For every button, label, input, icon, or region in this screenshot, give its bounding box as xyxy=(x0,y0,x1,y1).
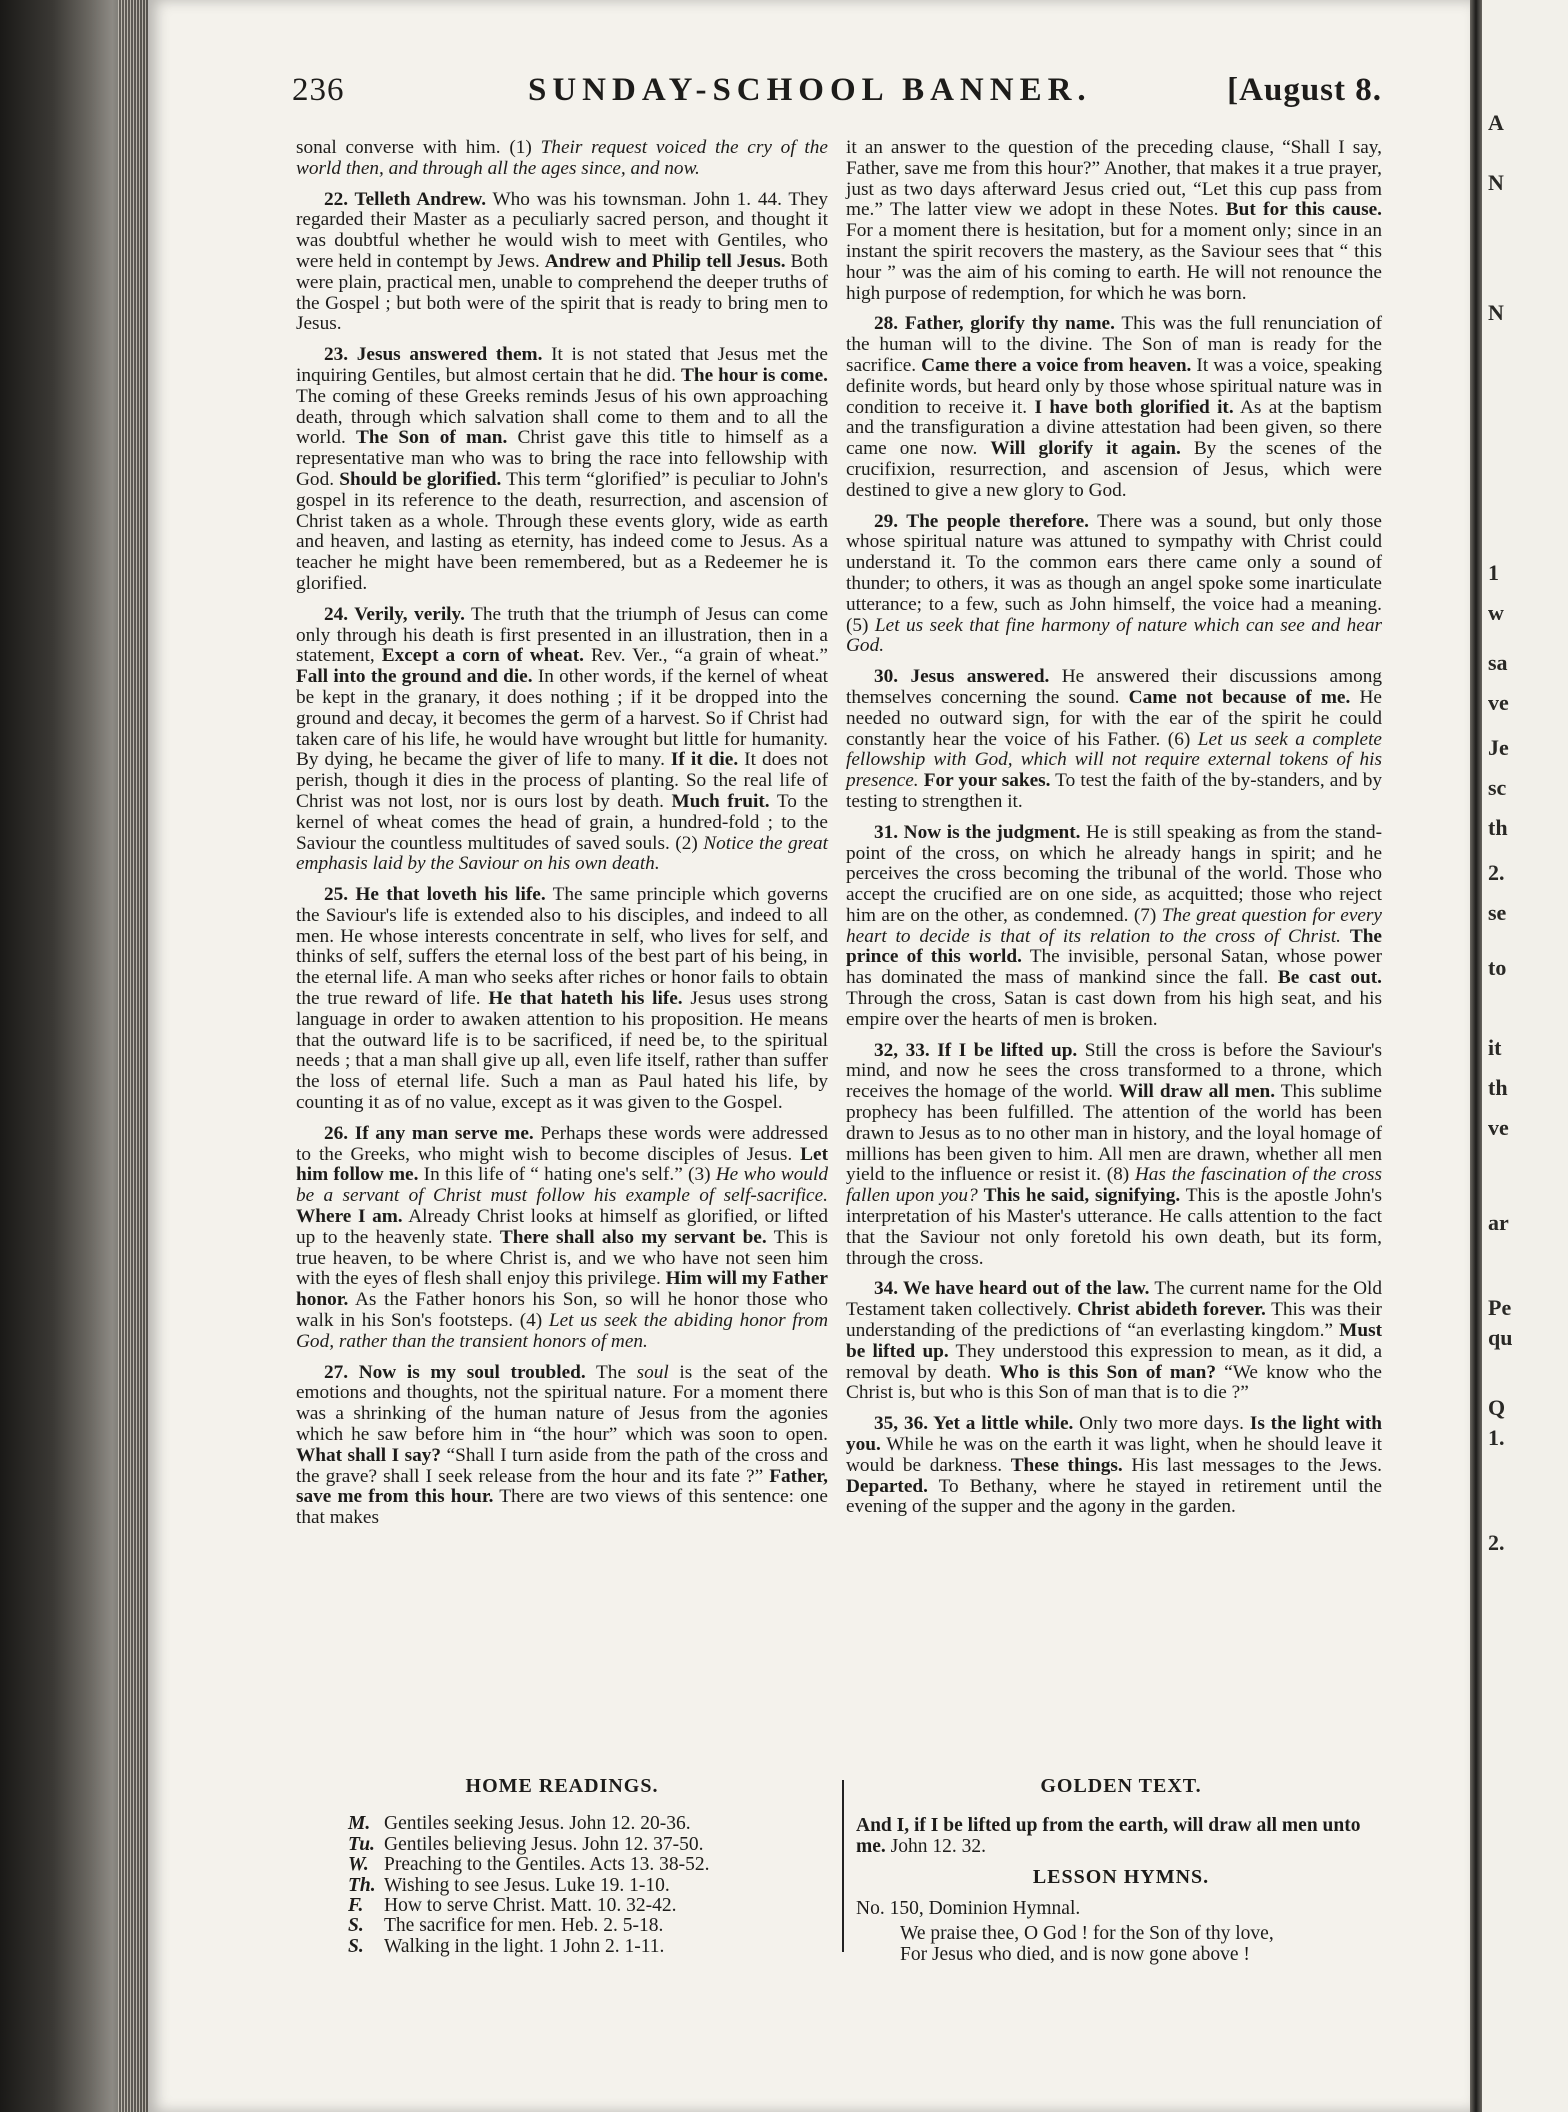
note-lemma: 30. Jesus answered. xyxy=(874,666,1050,688)
note-lemma: Christ abideth forever. xyxy=(1077,1299,1266,1321)
reading-reference: Heb. 2. 5-18. xyxy=(561,1915,664,1937)
note-text: As the Father honors his Son, so will he honor those who walk in his Son's footsteps. (4) xyxy=(296,1289,828,1332)
note-text: Both were plain, practical men, unable to comprehend the deeper truths of the Gospel ; but both were of the spirit that is ready to bring men to Jesus. xyxy=(296,250,828,335)
reading-item xyxy=(348,1876,828,1896)
right-column xyxy=(846,138,1382,1528)
column-divider xyxy=(842,1780,844,1952)
note-lemma: For your sakes. xyxy=(923,770,1051,792)
reading-day: S. xyxy=(348,1915,364,1937)
note-lemma: Him will my Father honor. xyxy=(296,1268,828,1311)
golden-text-verse: And I, if I be lifted up from the earth, will draw all men unto me. xyxy=(856,1815,1361,1857)
hymn-line: We praise thee, O God ! for the Son of thy love, xyxy=(900,1923,1274,1944)
next-page-fragment: N xyxy=(1488,300,1504,325)
note-32-33 xyxy=(846,1041,1382,1270)
golden-text xyxy=(856,1815,1386,1857)
note-text: It is not stated that Jesus met the inquiring Gentiles, but almost certain that he did. xyxy=(296,344,828,386)
application-note: Notice the great emphasis laid by the Saviour on his own death. xyxy=(296,832,828,875)
next-page-fragment: 2. xyxy=(1488,860,1505,885)
reading-item xyxy=(348,1835,828,1855)
note-text: Jesus uses strong language in order to awaken attention to his proposition. He means that the outward life is to be sacrificed, if need be, to the spiritual needs ; that a man shall give up all, even life itself, rather than suffer the loss of eternal life. Such a man as Paul hated his life, by counting it as of no value, except as it was given to the Gospel. xyxy=(296,988,828,1114)
note-26 xyxy=(296,1124,828,1353)
next-page-fragment: A xyxy=(1488,110,1504,135)
note-text: The xyxy=(585,1361,637,1383)
note-lemma: If it die. xyxy=(670,749,739,771)
reading-title: Wishing to see Jesus. xyxy=(384,1874,555,1896)
note-lemma: 25. He that loveth his life. xyxy=(324,884,546,906)
reading-item xyxy=(348,1855,828,1875)
note-lemma: These things. xyxy=(1010,1454,1123,1476)
note-text: There was a sound, but only those whose spiritual nature was attuned to sympathy with Christ could understand it. To the common ears there came only a sound of thunder; to others, it was as though an angel spoke some inarticulate utterance; to a few, such as John himself, the voice had a meaning. (5) xyxy=(846,510,1382,636)
note-text: While he was on the earth it was light, when he should leave it would be darkness. xyxy=(846,1434,1382,1476)
next-page-fragment: it xyxy=(1488,1035,1502,1060)
next-page-fragment: Je xyxy=(1488,735,1509,760)
note-text: The coming of these Greeks reminds Jesus of his own approaching death, through which salvation shall come to them and to all the world. xyxy=(296,385,828,449)
note-text: Rev. Ver., “a grain of wheat.” xyxy=(583,645,828,667)
note-text: The invisible, personal Satan, whose power has dominated the mass of mankind since the fall. xyxy=(846,946,1382,989)
hymn-number: No. 150, Dominion Hymnal. xyxy=(856,1898,1081,1919)
note-lemma: Andrew and Philip tell Jesus. xyxy=(544,250,786,272)
note-lemma: I have both glorified it. xyxy=(1034,396,1234,418)
note-35-36 xyxy=(846,1414,1382,1518)
next-page-fragment: w xyxy=(1488,600,1504,625)
next-page-fragment: qu xyxy=(1488,1325,1513,1350)
note-text: His last messages to the Jews. xyxy=(1122,1454,1382,1476)
note-lemma: The Son of man. xyxy=(356,427,508,449)
note-text: The truth that the triumph of Jesus can come only through his death is first presented in an illustration, then in a statement, xyxy=(296,603,828,667)
reading-reference: John 12. 37-50. xyxy=(582,1833,704,1855)
note-lemma: Where I am. xyxy=(296,1206,403,1228)
reading-title: Preaching to the Gentiles. xyxy=(384,1854,590,1876)
note-lemma: 34. We have heard out of the law. xyxy=(874,1278,1150,1300)
note-text: Still the cross is before the Saviour's mind, and now he sees the cross transformed to a throne, which receives the homage of the world. xyxy=(846,1039,1382,1103)
note-text: For a moment there is hesitation, but for a moment only; since in an instant the spirit recovers the mastery, as the Saviour sees that “ this hour ” was the aim of his coming to earth. He will not renounce the high purpose of redemption, for which he was born. xyxy=(846,220,1382,304)
note-lemma: Came not because of me. xyxy=(1128,686,1351,708)
note-text: “Shall I turn aside from the path of the cross and the grave? shall I seek release from the hour and its fate ?” xyxy=(296,1444,828,1487)
note-lemma: 22. Telleth Andrew. xyxy=(324,188,487,210)
running-header xyxy=(292,72,1382,120)
next-page-fragment: sa xyxy=(1488,650,1508,675)
application-note: Has the fascination of the cross fallen upon you? xyxy=(846,1164,1382,1207)
reading-reference: Luke 19. 1-10. xyxy=(554,1874,670,1896)
home-readings xyxy=(296,1776,828,1957)
note-lemma: Will draw all men. xyxy=(1118,1081,1276,1103)
note-34 xyxy=(846,1279,1382,1404)
note-text: To test the faith of the by-standers, and by testing to strengthen it. xyxy=(846,770,1382,812)
reading-reference: John 12. 20-36. xyxy=(569,1813,691,1835)
reading-reference: Matt. 10. 32-42. xyxy=(550,1895,677,1917)
golden-text-ref: John 12. 32. xyxy=(890,1836,986,1857)
application-note: soul xyxy=(636,1361,669,1383)
application-note: Their request voiced the cry of the world then, and through all the ages since, and now. xyxy=(296,137,828,179)
golden-text-heading: GOLDEN TEXT. xyxy=(1040,1775,1202,1797)
note-text: To the kernel of wheat comes the head of grain, a hundred-fold ; to the Saviour the countless multitudes of saved souls. (2) xyxy=(296,790,829,854)
next-page-fragment: Q xyxy=(1488,1395,1506,1420)
note-text: Perhaps these words were addressed to the Greeks, who might wish to become disciples of Jesus. xyxy=(296,1122,828,1165)
note-text: This is true heaven, to be where Christ is, and we who have not seen him with the eyes of flesh shall enjoy this privilege. xyxy=(296,1226,828,1290)
note-text: Who was his townsman. John 1. 44. They regarded their Master as a peculiarly sacred person, and thought it was doubtful whether he would wish to meet with Gentiles, who were held in contempt by Jews. xyxy=(296,188,828,272)
book-gutter xyxy=(1470,0,1482,2112)
note-lemma: Who is this Son of man? xyxy=(999,1361,1216,1383)
note-text: Only two more days. xyxy=(1073,1413,1250,1435)
reading-title: Gentiles seeking Jesus. xyxy=(384,1813,570,1835)
note-lemma: He that hateth his life. xyxy=(488,988,683,1010)
reading-item xyxy=(348,1896,828,1916)
note-23 xyxy=(296,345,828,595)
reading-day: W. xyxy=(348,1854,369,1876)
note-text: He answered their discussions among themselves concerning the sound. xyxy=(846,666,1382,708)
note-text: sonal converse with him. (1) xyxy=(296,137,541,158)
note-24 xyxy=(296,605,828,875)
note-text: it an answer to the question of the preceding clause, “Shall I say, Father, save me from this hour?” Another, that makes it a true prayer, just as two days afterward Jesus cried out, “Let this cup pass from me.” The latter view we adopt in these Notes. xyxy=(846,137,1382,221)
note-text: This is the apostle John's interpretation of his Master's utterance. He calls attention to the fact that the Saviour not only foretold his own death, but its form, through the cross. xyxy=(846,1185,1382,1269)
home-readings-list xyxy=(296,1814,828,1957)
reading-day: Tu. xyxy=(348,1833,375,1855)
note-lemma: The hour is come. xyxy=(681,364,828,386)
next-page-fragment: th xyxy=(1488,1075,1508,1100)
note-text: “We know who the Christ is, but who is this Son of man that is to die ?” xyxy=(846,1361,1382,1404)
note-lemma: Will glorify it again. xyxy=(990,438,1181,460)
note-lemma: Should be glorified. xyxy=(339,468,502,490)
note-text: To Bethany, where he stayed in retirement until the evening of the supper and the agony in the garden. xyxy=(846,1475,1382,1518)
reading-reference: Acts 13. 38-52. xyxy=(589,1854,710,1876)
note-text: In other words, if the kernel of wheat be kept in the granary, it does nothing ; if it be dropped into the ground and decay, it becomes the germ of a harvest. So if Christ had taken care of his life, he would have wrought but little for humanity. By dying, he became the giver of life to many. xyxy=(296,666,828,771)
note-lemma: 23. Jesus answered them. xyxy=(324,344,543,366)
reading-title: Gentiles believing Jesus. xyxy=(384,1833,583,1855)
note-28 xyxy=(846,314,1382,501)
note-text: They understood this expression to mean, as it did, a removal by death. xyxy=(846,1340,1382,1383)
note-lemma: 29. The people therefore. xyxy=(874,510,1089,532)
note-lemma: 32, 33. If I be lifted up. xyxy=(874,1039,1078,1061)
note-30 xyxy=(846,667,1382,813)
next-page-fragment: N xyxy=(1488,170,1504,195)
note-text: This was the full renunciation of the human will to the divine. The Son of man is ready for the sacrifice. xyxy=(846,313,1382,376)
note-text: is the seat of the emotions and thoughts, not the spiritual nature. For a moment there was a shrinking of the human nature of Jesus from the agonies which he saw before him in “the hour” which was soon to open. xyxy=(296,1361,828,1446)
next-page-fragment: sc xyxy=(1488,775,1507,800)
note-29 xyxy=(846,512,1382,658)
application-note: Let us seek a complete fellowship with God, which will not require external tokens of his presence. xyxy=(846,728,1382,792)
note-lemma: What shall I say? xyxy=(296,1444,442,1466)
reading-item xyxy=(348,1814,828,1834)
note-27-continued xyxy=(846,138,1382,304)
lesson-hymns-heading: LESSON HYMNS. xyxy=(1032,1866,1210,1888)
note-lemma: The prince of this world. xyxy=(846,925,1382,968)
note-text: There are two views of this sentence: one that makes xyxy=(296,1486,828,1529)
reading-day: Th. xyxy=(348,1874,376,1896)
note-continuation xyxy=(296,138,828,180)
note-lemma: 35, 36. Yet a little while. xyxy=(874,1413,1074,1435)
note-lemma: This he said, signifying. xyxy=(983,1185,1181,1207)
note-text xyxy=(1341,926,1350,947)
note-text: Already Christ looks at himself as glorified, or lifted up to the heavenly state. xyxy=(296,1206,829,1248)
note-lemma: Except a corn of wheat. xyxy=(381,645,584,667)
note-text: Christ gave this title to himself as a representative man who was to bring the race into fellowship with God. xyxy=(296,427,829,490)
reading-day: M. xyxy=(348,1813,371,1835)
note-lemma: Let him follow me. xyxy=(296,1143,828,1186)
next-page-fragment: ve xyxy=(1488,1115,1509,1140)
note-lemma: There shall also my servant be. xyxy=(499,1226,767,1248)
next-page-fragment: Pe xyxy=(1488,1295,1512,1320)
note-text: This sublime prophecy has been fulfilled. The attention of the world has been drawn to Jesus as to no other man in history, and the loyal homage of millions has been given to him. All men are drawn, whether all men yield to the influence or resist it. (8) xyxy=(846,1081,1382,1186)
note-text: Through the cross, Satan is cast down from his high seat, and his empire over the hearts of men is broken. xyxy=(846,988,1382,1030)
reading-day: F. xyxy=(348,1895,364,1917)
note-lemma: Be cast out. xyxy=(1277,967,1382,989)
note-text: The current name for the Old Testament taken collectively. xyxy=(846,1278,1383,1321)
note-lemma: 28. Father, glorify thy name. xyxy=(874,313,1115,335)
note-lemma: Came there a voice from heaven. xyxy=(921,354,1192,376)
note-25 xyxy=(296,885,828,1114)
note-text: This was their understanding of the predictions of “an everlasting kingdom.” xyxy=(846,1299,1382,1342)
hymn-line: For Jesus who died, and is now gone above ! xyxy=(900,1944,1250,1965)
reading-item xyxy=(348,1937,828,1957)
note-lemma: 27. Now is my soul troubled. xyxy=(324,1361,586,1383)
next-page-fragment: 1. xyxy=(1488,1425,1505,1450)
note-text: This term “glorified” is peculiar to John's gospel in its reference to the death, resurrection, and ascension of Christ taken as a whole. Through these events glory, wide as earth and heaven, and lasting as eternity, has indeed come to Jesus. As a teacher he might have been remembered, but as a Redeemer he is glorified. xyxy=(296,468,828,594)
note-text: It does not perish, though it dies in the process of planting. So the real life of Christ was not lost, nor is ours lost by death. xyxy=(296,749,828,812)
reading-title: How to serve Christ. xyxy=(384,1895,551,1917)
note-31 xyxy=(846,823,1382,1031)
next-page-fragment: th xyxy=(1488,815,1508,840)
note-lemma: Much fruit. xyxy=(671,790,770,812)
issue-date: [August 8. xyxy=(1227,72,1382,108)
application-note: The great question for every heart to decide is that of its relation to the cross of Christ. xyxy=(846,904,1382,947)
reading-title: Walking in the light. xyxy=(384,1935,549,1957)
note-lemma: Fall into the ground and die. xyxy=(296,666,533,688)
home-readings-heading: HOME READINGS. xyxy=(465,1775,659,1797)
note-text: He is still speaking as from the stand-point of the cross, on which he already hangs in spirit; and he perceives the cross becoming the tribunal of the world. Those who accept the crucified are on one side, as acquitted; those who reject him are on the other, as condemned. (7) xyxy=(846,821,1383,926)
page-number: 236 xyxy=(292,72,345,108)
next-page-fragment: 2. xyxy=(1488,1530,1505,1555)
note-lemma: 24. Verily, verily. xyxy=(324,603,465,625)
application-note: He who would be a servant of Christ must follow his example of self-sacrifice. xyxy=(296,1164,828,1207)
note-lemma: 31. Now is the judgment. xyxy=(874,821,1081,843)
note-text: As at the baptism and the transfiguration a divine attestation had been given, so there came one now. xyxy=(846,396,1382,460)
note-lemma: Father, save me from this hour. xyxy=(296,1465,828,1508)
note-text: He needed no outward sign, for with the ear of the spirit he could constantly hear the voice of his Father. (6) xyxy=(846,686,1382,750)
reading-reference: 1 John 2. 1-11. xyxy=(548,1935,665,1957)
left-column xyxy=(296,138,828,1539)
page-edges xyxy=(118,0,148,2112)
note-lemma: Departed. xyxy=(846,1475,928,1497)
reading-title: The sacrifice for men. xyxy=(384,1915,562,1937)
note-text: The same principle which governs the Saviour's life is extended also to his disciples, and indeed to all men. He whose interests concentrate in self, who lives for self, and thinks of self, suffers the eternal loss of the best part of his being, in the eternal life. A man who seeks after riches or honor fails to obtain the true reward of life. xyxy=(296,884,829,1010)
note-text: In this life of “ hating one's self.” (3) xyxy=(418,1164,716,1186)
next-page-fragment: to xyxy=(1488,955,1507,980)
next-page-fragment: se xyxy=(1488,900,1507,925)
note-text: It was a voice, speaking definite words, but heard only by those whose spiritual nature was in condition to receive it. xyxy=(846,354,1382,418)
next-page-fragment: 1 xyxy=(1488,560,1499,585)
note-lemma: But for this cause. xyxy=(1225,199,1382,221)
next-page-edge xyxy=(1482,0,1568,2112)
note-22 xyxy=(296,190,828,336)
reading-item xyxy=(348,1916,828,1936)
note-lemma: Is the light with you. xyxy=(846,1413,1382,1456)
publication-title: SUNDAY-SCHOOL BANNER. xyxy=(528,72,1092,108)
note-lemma: 26. If any man serve me. xyxy=(324,1122,534,1144)
application-note: Let us seek that fine harmony of nature which can see and hear God. xyxy=(846,614,1382,657)
note-text: By the scenes of the crucifixion, resurrection, and ascension of Jesus, which were destined to give a new glory to God. xyxy=(846,438,1382,501)
next-page-fragment: ve xyxy=(1488,690,1509,715)
note-lemma: Must be lifted up. xyxy=(846,1320,1382,1362)
reading-day: S. xyxy=(348,1935,364,1957)
application-note: Let us seek the abiding honor from God, rather than the transient honors of men. xyxy=(296,1310,828,1352)
golden-text-section xyxy=(856,1776,1386,1965)
next-page-fragment: ar xyxy=(1488,1210,1509,1235)
note-27 xyxy=(296,1363,828,1529)
